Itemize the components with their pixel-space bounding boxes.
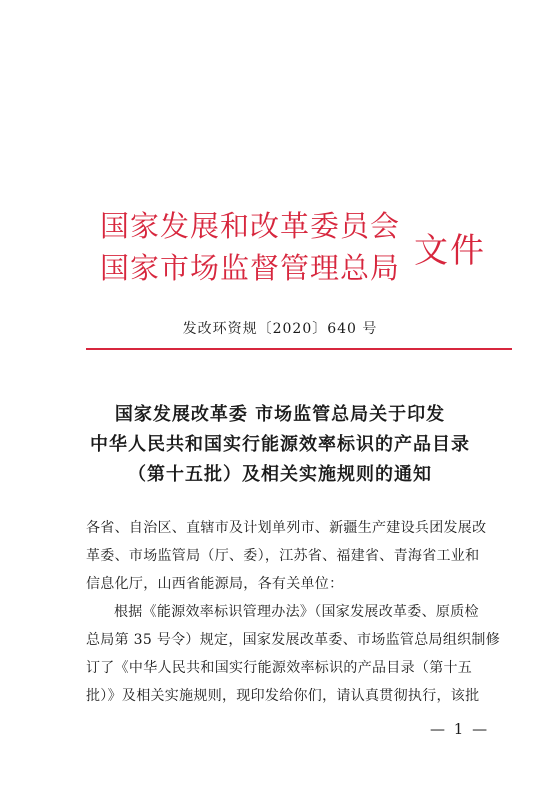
- document-body: [86, 514, 512, 710]
- document-type-label: 文件: [414, 230, 487, 271]
- agency-name-1: 国家发展和改革委员会: [100, 209, 401, 243]
- header-divider: [86, 348, 512, 350]
- document-title: [0, 400, 560, 490]
- page-number: — 1 —: [430, 720, 490, 738]
- addressee-line-2: 革委、市场监管局（厅、委），江苏省、福建省、青海省工业和: [86, 548, 480, 564]
- paragraph-line-1: 根据《能源效率标识管理办法》（国家发展改革委、原质检: [114, 604, 479, 620]
- addressee-line-3: 信息化厅，山西省能源局，各有关单位：: [86, 576, 344, 592]
- title-line-2: 中华人民共和国实行能源效率标识的产品目录: [90, 434, 470, 455]
- title-line-1: 国家发展改革委 市场监管总局关于印发: [114, 404, 446, 425]
- addressee-line-1: 各省、自治区、直辖市及计划单列市、新疆生产建设兵团发展改: [86, 520, 487, 536]
- agency-name-2: 国家市场监督管理总局: [100, 251, 401, 285]
- paragraph-line-2: 总局第 35 号令）规定，国家发展改革委、市场监管总局组织制修: [86, 632, 501, 648]
- document-header: [100, 205, 486, 289]
- paragraph-line-3: 订了《中华人民共和国实行能源效率标识的产品目录（第十五: [86, 660, 473, 676]
- title-line-3: （第十五批）及相关实施规则的通知: [128, 464, 432, 485]
- issuing-agencies: [100, 205, 400, 289]
- document-number: 发改环资规〔2020〕640 号: [182, 321, 378, 337]
- paragraph-line-4: 批）》及相关实施规则，现印发给你们，请认真贯彻执行，该批: [86, 688, 480, 704]
